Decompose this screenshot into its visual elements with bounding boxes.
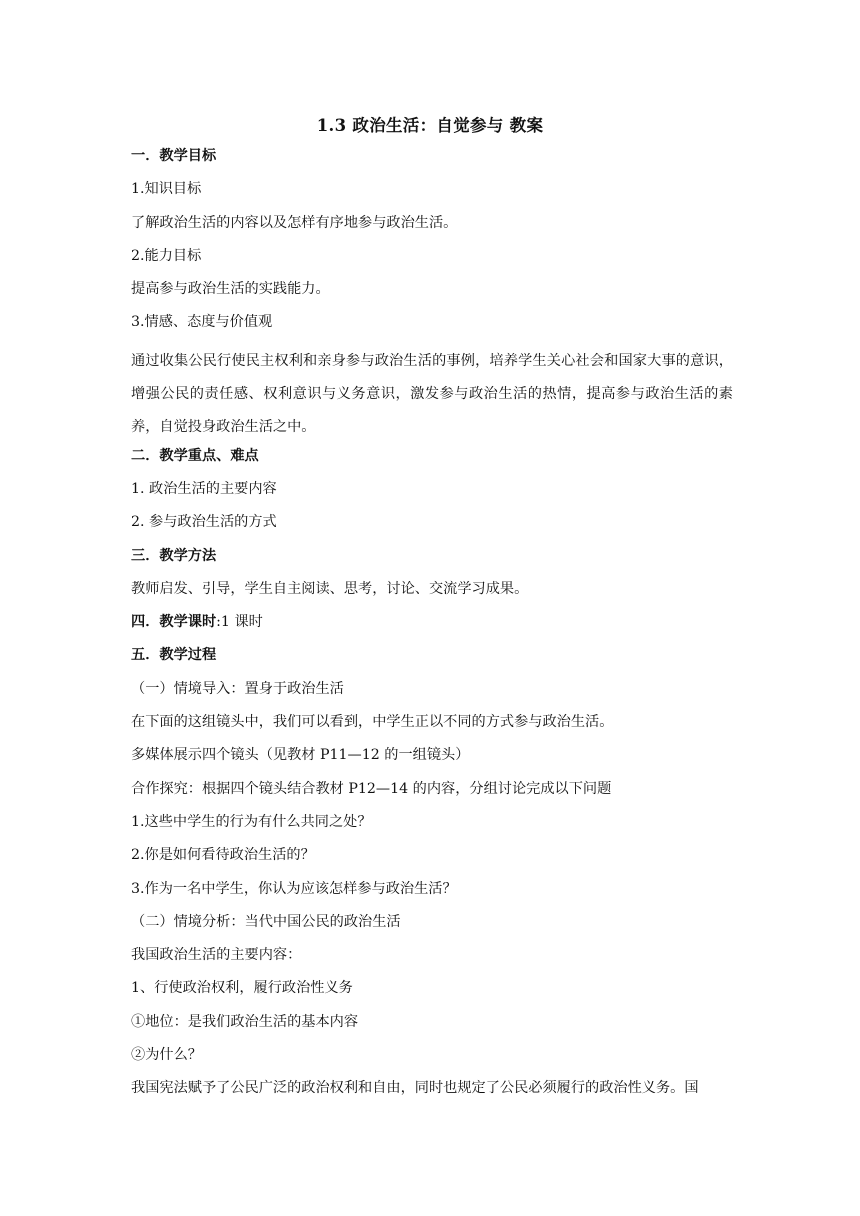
document-title: 1.3 政治生活：自觉参与 教案 (316, 116, 544, 135)
document-body (131, 145, 733, 1111)
class-hours-line (131, 611, 733, 644)
section-heading-objectives: 一．教学目标 (131, 148, 217, 164)
process-paragraph: 我国政治生活的主要内容： (131, 947, 302, 964)
process-paragraph: 我国宪法赋予了公民广泛的政治权利和自由，同时也规定了公民必须履行的政治性义务。国 (131, 1080, 699, 1097)
process-paragraph: ①地位：是我们政治生活的基本内容 (131, 1013, 359, 1030)
section-heading-key-points: 二．教学重点、难点 (131, 447, 259, 464)
subheading-knowledge-goal: 1.知识目标 (131, 181, 202, 198)
process-paragraph: 合作探究：根据四个镜头结合教材 P12—14 的内容，分组讨论完成以下问题 (131, 780, 612, 797)
key-point-2: 2. 参与政治生活的方式 (131, 514, 277, 531)
process-step-2-title: （二）情境分析：当代中国公民的政治生活 (131, 913, 401, 930)
emotion-goal-text: 通过收集公民行使民主权利和亲身参与政治生活的事例，培养学生关心社会和国家大事的意识，增强公民的责任感、权利意识与义务意识，激发参与政治生活的热情，提高参与政治生活的素养，自觉投身政治生活之中。 (131, 352, 733, 436)
process-paragraph: ②为什么？ (131, 1047, 202, 1064)
process-paragraph: 多媒体展示四个镜头（见教材 P11—12 的一组镜头） (131, 747, 470, 764)
class-hours-value: :1 课时 (216, 614, 263, 631)
section-heading-class-hours: 四．教学课时 (131, 614, 217, 631)
process-paragraph: 1、行使政治权利，履行政治性义务 (131, 980, 353, 997)
question-item: 2.你是如何看待政治生活的？ (131, 847, 315, 864)
methods-text: 教师启发、引导，学生自主阅读、思考，讨论、交流学习成果。 (131, 580, 529, 597)
key-point-1: 1. 政治生活的主要内容 (131, 480, 277, 497)
question-item: 1.这些中学生的行为有什么共同之处？ (131, 813, 372, 830)
process-step-1-title: （一）情境导入：置身于政治生活 (131, 680, 344, 697)
section-heading-process: 五．教学过程 (131, 647, 217, 664)
question-item: 3.作为一名中学生，你认为应该怎样参与政治生活？ (131, 880, 457, 897)
subheading-emotion-goal: 3.情感、态度与价值观 (131, 314, 273, 331)
ability-goal-text: 提高参与政治生活的实践能力。 (131, 281, 330, 298)
process-paragraph: 在下面的这组镜头中，我们可以看到，中学生正以不同的方式参与政治生活。 (131, 714, 614, 731)
subheading-ability-goal: 2.能力目标 (131, 247, 202, 264)
section-heading-methods: 三．教学方法 (131, 547, 217, 564)
knowledge-goal-text: 了解政治生活的内容以及怎样有序地参与政治生活。 (131, 214, 458, 231)
